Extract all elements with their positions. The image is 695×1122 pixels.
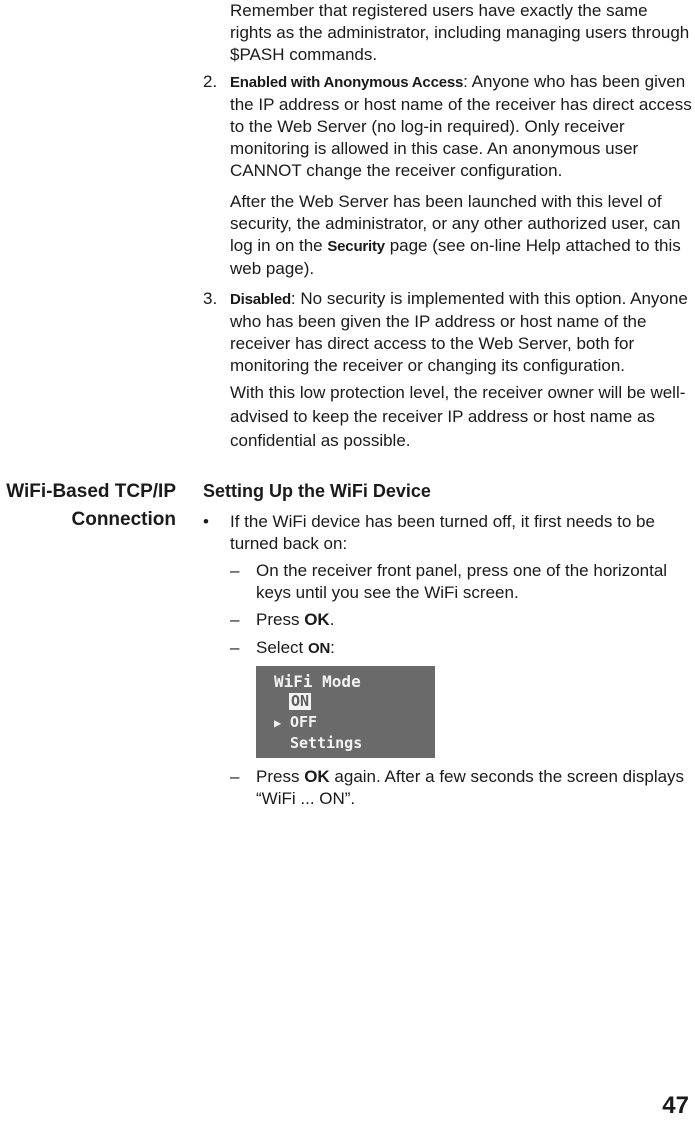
list-item-2-para2-text: After the Web Server has been launched with this level of security, the administrator, or any other authorized user, can log in on the xyxy=(230,192,681,255)
dash-mark-4: – xyxy=(230,767,240,786)
ok-key-label: OK xyxy=(304,610,330,629)
list-number-2: 2. xyxy=(203,72,218,91)
step-2 xyxy=(256,609,692,631)
ok-key-label-2: OK xyxy=(304,767,330,786)
step-2-text: Press xyxy=(256,610,305,629)
lcd-option-on: ON xyxy=(291,692,310,710)
lcd-option-off: OFF xyxy=(290,713,318,731)
bullet-text: If the WiFi device has been turned off, it first needs to be turned back on: xyxy=(230,512,655,553)
list-item-3-text: : No security is implemented with this option. Anyone who has been given the IP address or host name of the receiver has direct access to the Web Server, both for monitoring the receiver or changing its configuration. xyxy=(230,289,688,375)
list-item-3-para2 xyxy=(230,381,692,453)
list-item-2-lead: Enabled with Anonymous Access xyxy=(230,74,464,91)
intro-paragraph xyxy=(230,0,692,66)
step-3-text: Select xyxy=(256,638,308,657)
step-3 xyxy=(256,637,692,660)
subheading: Setting Up the WiFi Device xyxy=(203,481,431,501)
dash-mark-3: – xyxy=(230,638,240,657)
list-item-2-para2-end: page (see on-line Help attached to this web page). xyxy=(230,236,681,278)
list-item-2 xyxy=(230,71,692,182)
step-4-end: again. After a few seconds the screen displays “WiFi ... ON”. xyxy=(256,767,685,808)
list-number-3: 3. xyxy=(203,289,218,308)
intro-text: Remember that registered users have exactly the same rights as the administrator, including managing users through $PASH commands. xyxy=(230,1,690,64)
step-3-end: : xyxy=(330,638,335,657)
step-4-text: Press xyxy=(256,767,305,786)
step-4 xyxy=(256,766,692,810)
page-number: 47 xyxy=(662,1092,689,1119)
step-1: On the receiver front panel, press one of the horizontal keys until you see the WiFi screen. xyxy=(256,561,668,602)
dash-mark-2: – xyxy=(230,610,240,629)
lcd-title: WiFi Mode xyxy=(274,672,361,691)
security-page-label: Security xyxy=(327,238,385,255)
list-item-2-text: : Anyone who has been given the IP address or host name of the receiver has direct access to the Web Server (no log-in required). Only receiver monitoring is allowed in this case. An anonymous user CANNOT change the receiver configuration. xyxy=(230,72,692,180)
bullet-mark: • xyxy=(203,512,209,531)
lcd-option-settings: Settings xyxy=(290,734,363,752)
list-item-3-para2-text: With this low protection level, the receiver owner will be well-advised to keep the receiver IP address or host name as confidential as possible. xyxy=(230,383,686,450)
section-heading-line1: WiFi-Based TCP/IP xyxy=(6,481,176,502)
section-heading xyxy=(0,478,176,534)
on-option-label: ON xyxy=(307,640,331,657)
dash-mark-1: – xyxy=(230,561,240,580)
section-heading-line2: Connection xyxy=(71,509,176,530)
list-item-3 xyxy=(230,288,692,377)
step-2-end: . xyxy=(329,610,335,629)
cursor-arrow-icon: ▶ xyxy=(274,716,282,730)
wifi-mode-screen xyxy=(256,666,435,758)
list-item-2-para2 xyxy=(230,191,692,280)
list-item-3-lead: Disabled xyxy=(230,291,291,308)
